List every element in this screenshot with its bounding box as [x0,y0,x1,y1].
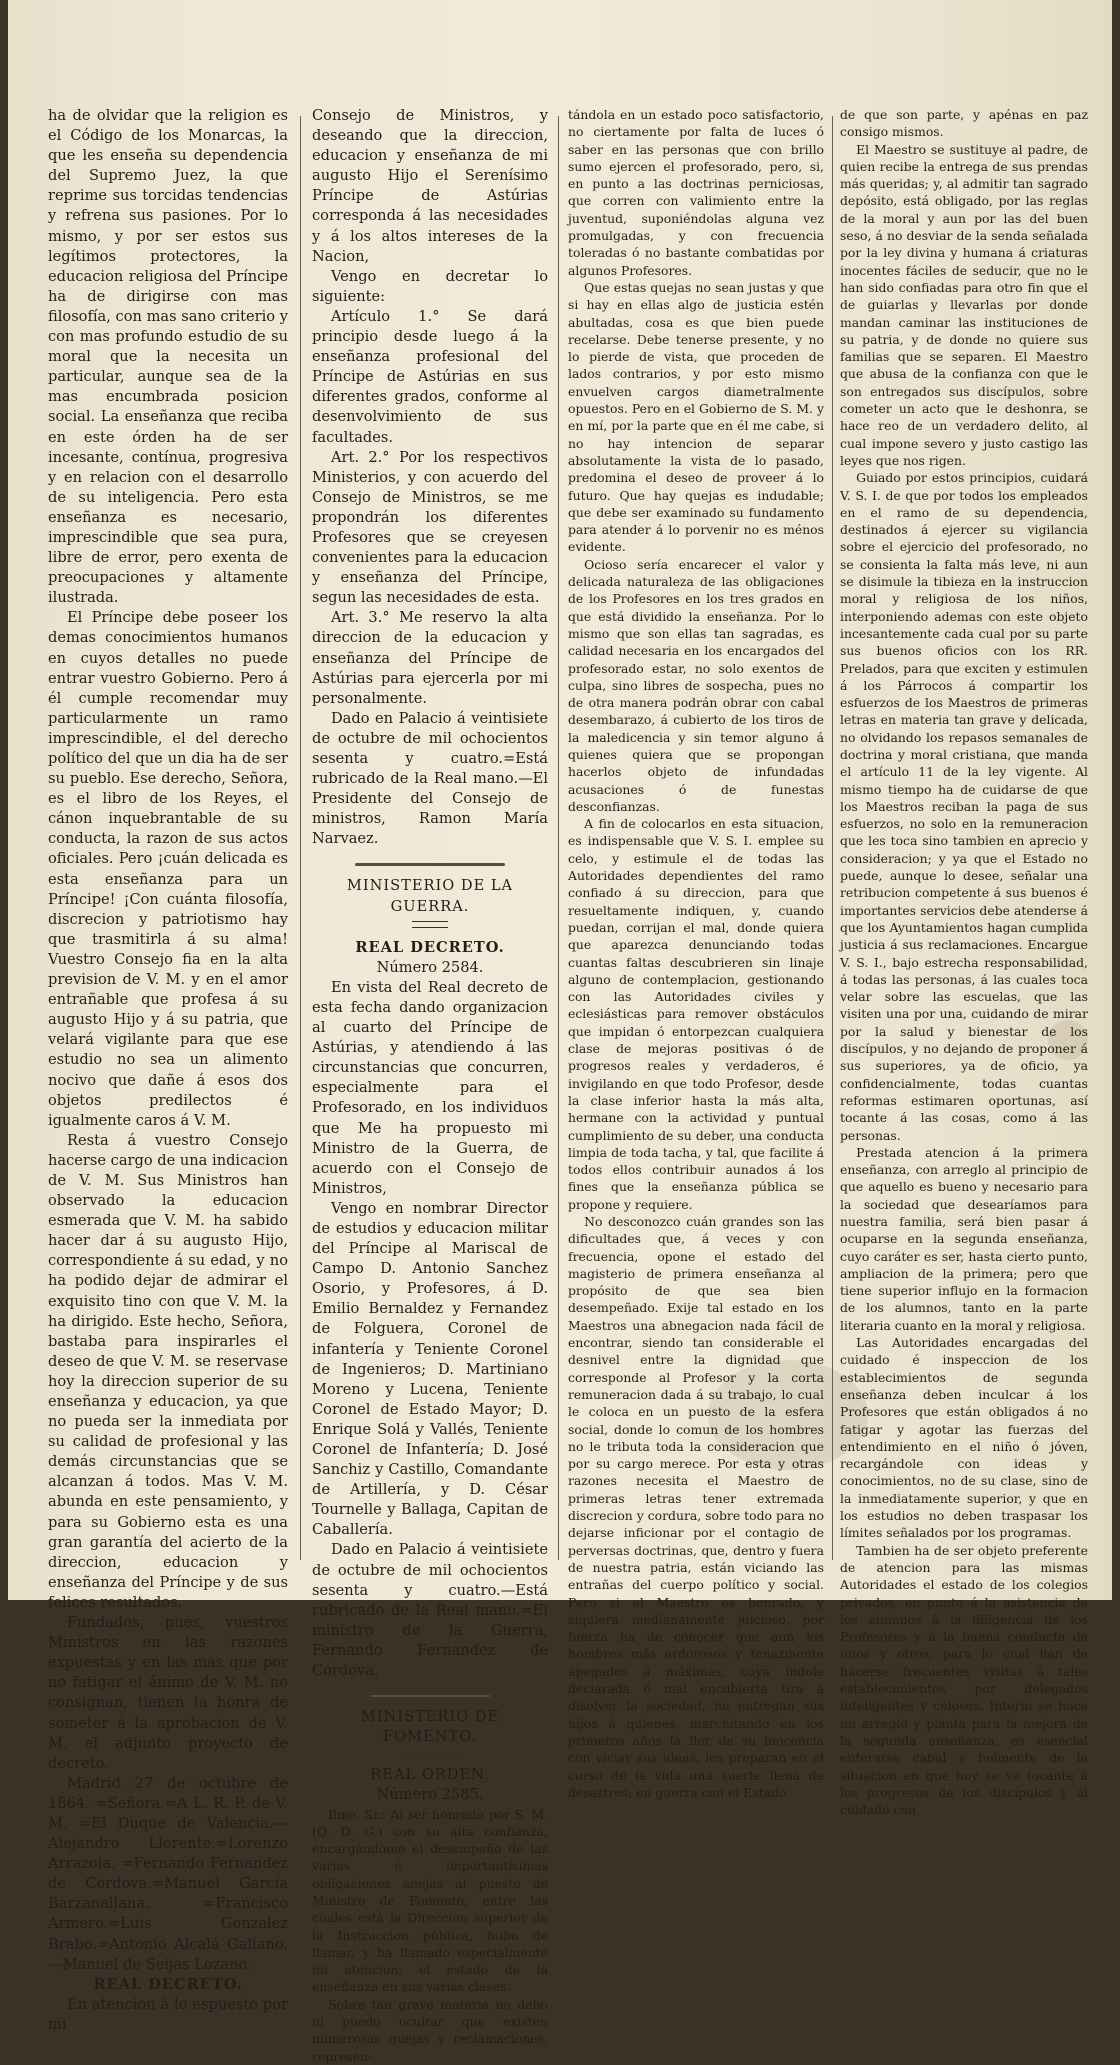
column-4 [840,106,1088,1818]
paragraph: En atencion á lo espuesto por mi [48,1995,288,2033]
newspaper-page [8,0,1112,2064]
paragraph: Consejo de Ministros, y deseando que la direccion, educacion y enseñanza de mi augusto Hijo el Serenísimo Príncipe de Astúrias corresponda á las necesidades y á los altos intereses de la Nacion, [312,107,548,265]
signature-block: Madrid 27 de octubre de 1864. =Señora.=A L. R. P. de V. M. =El Duque de Valencia.—Alejandro Llorente.=Lorenzo Arrazola. =Fernando Fernandez de Córdova.=Manuel García Barzanallana. =Francisco Armero.=Luis Gonzalez Brabo.=Antonio Alcalá Galiano.—Manuel de Seijas Lozano. [48,1774,288,1973]
double-rule [412,921,448,928]
paragraph: No desconozco cuán grandes son las dificultades que, á veces y con frecuencia, opone el estado del magisterio de primera enseñanza al propósito de que sea bien desempeñado. Exije tal estado en los Maestros una abnegacion nada fácil de encontrar, siendo tan considerable el desnivel entre la dignidad que corresponde al Profesor y la corta remuneracion dada á su trabajo, lo cual le coloca en un puesto de la esfera social, donde lo comun de los hombres no le tributa toda la consideracion que por su cargo merece. Por esta y otras razones necesita el Maestro de primeras letras tener extremada discrecion y cordura, sobre todo para no dejarse inficionar por el contagio de perversas doctrinas, que, dentro y fuera de nuestra patria, están viciando las entrañas del cuerpo político y social. Pero si el Maestro es honrado, y siquiera medianamente juicioso, por fuerza ha de conocer que aun los hombres más ardorosos y tenazmente apegados á máximas, cuya índole declarada ó mal encubierta tira á disolver la sociedad, no entregan sus hijos á quienes, marchitando en los primeros años la flor de su inocencia con viciar sus ideas, les preparan en el curso de la vida una suerte llena de desastres; en guerra con el Estado [568,1214,824,1800]
paragraph: Vengo en nombrar Director de estudios y educacion militar del Príncipe al Mariscal de Campo D. Antonio Sanchez Osorio, y Profesores, á D. Emilio Bernaldez y Fernandez de Folguera, Coronel de infantería y Teniente Coronel de Ingenieros; D. Martiniano Moreno y Lucena, Teniente Coronel de Estado Mayor; D. Enrique Solá y Vallés, Teniente Coronel de Infantería; D. José Sanchiz y Castillo, Comandante de Artillería, y D. César Tournelle y Ballaga, Capitan de Caballería. [312,1199,548,1539]
paragraph: Dado en Palacio á veintisiete de octubre de mil ochocientos sesenta y cuatro.=Está rubricado de la Real mano.—El Presidente del Consejo de ministros, Ramon María Narvaez. [312,709,548,848]
article: Art. 2.° Por los respectivos Ministerios, y con acuerdo del Consejo de Ministros, se me propondrán los diferentes Profesores que se creyesen convenientes para la educacion y enseñanza del Príncipe, segun las necesidades de esta. [312,448,548,607]
paragraph: Dado en Palacio á veintisiete de octubre de mil ochocientos sesenta y cuatro.—Está rubricado de la Real mano.=El ministro de la Guerra, Fernando Fernandez de Córdova. [312,1541,548,1680]
column-divider [558,116,559,1560]
article: Art. 3.° Me reservo la alta direccion de la educacion y enseñanza del Príncipe de Astúrias para ejercerla por mi personalmente. [312,609,548,707]
paragraph: Prestada atencion á la primera enseñanza, con arreglo al principio de que aquello es bueno y necesario para la sociedad que desearíamos para nuestra familia, será bien pasar á ocuparse en la segunda enseñanza, cuyo caráter es ser, hasta cierto punto, ampliacion de la primera; pero que tiene superior influjo en la formacion de los alumnos, tanto en la parte literaria cuanto en la moral y religiosa. [840,1144,1088,1333]
ornament-rule [355,863,505,866]
decree-number: Número 2584. [376,958,484,976]
paragraph: Ocioso sería encarecer el valor y delicada naturaleza de las obligaciones de los Profesores en los tres grados en que está dividido la enseñanza. Por lo mismo que son ellas tan sagradas, es calidad necesaria en los encargados del profesorado estar, no solo exentos de culpa, sino libres de sospecha, pues no de otra manera podrán obrar con cabal desembarazo, á cubierto de los tiros de la maledicencia y sin temor alguno á quienes quiera que se propongan hacerlos objeto de infundadas acusaciones ó de funestas desconfianzas. [568,556,824,814]
section-heading: REAL DECRETO. [93,1975,243,1993]
decree-title: REAL DECRETO. [355,938,505,956]
paragraph: Fundados, pues, vuestros Ministros en las razones expuestas y en las mas que por no fatigar el ánimo de V. M. no consignan, tienen la honra de someter á la aprobacion de V. M. el adjunto proyecto de decreto. [48,1614,288,1772]
order-title: REAL ORDEN. [370,1766,490,1784]
order-number: Número 2585. [376,1786,484,1804]
column-divider [300,116,301,1560]
column-1 [48,106,288,2033]
paragraph: ha de olvidar que la religion es el Código de los Monarcas, la que les enseña su dependencia del Supremo Juez, la que reprime sus torcidas tendencias y refrena sus pasiones. Por lo mismo, y por ser estos sus legítimos protectores, la educacion religiosa del Príncipe ha de dirigirse con mas filosofía, con mas sano criterio y con mas profundo estudio de su moral que la necesita un particular, aunque sea de la mas encumbrada posicion social. La enseñanza que reciba en este órden ha de ser incesante, contínua, progresiva y en relacion con el desarrollo de su inteligencia. Pero esta enseñanza es necesario, imprescindible que sea pura, libre de error, pero exenta de preocupaciones y altamente ilustrada. [48,107,288,607]
ministry-heading: MINISTERIO DE LA GUERRA. [346,877,514,915]
paragraph: Que estas quejas no sean justas y que si hay en ellas algo de justicia estén abultadas, cosa es que bien puede recelarse. Debe tenerse presente, y no lo pierde de vista, que proceden de lados contrarios, y por esto mismo envuelven cargos diametralmente opuestos. Pero en el Gobierno de S. M. y en mí, por la parte que en él me cabe, si no hay intencion de separar absolutamente la vista de lo pasado, predomina el deseo de proveer á lo futuro. Que hay quejas es indudable; que debe ser examinado su fundamento para atender á lo porvenir no es ménos evidente. [568,279,824,555]
paragraph: Guiado por estos principios, cuidará V. S. I. de que por todos los empleados en el ramo de su dependencia, destinados á ejercer su vigilancia sobre el ejercicio del profesorado, no se consienta la falta más leve, ni aun se disimule la tibieza en la instruccion moral y religiosa de los niños, interponiendo ademas con este objeto incesantemente cada cual por su parte sus buenos oficios con los RR. Prelados, para que exciten y estimulen á los Párrocos á compartir los esfuerzos de los Maestros de primeras letras en materia tan grave y delicada, no olvidando los repasos semanales de doctrina y moral cristiana, que manda el artículo 11 de la ley vigente. Al mismo tiempo ha de cuidarse de que los Maestros reciban la paga de sus esfuerzos, no solo en la remuneracion que les toca sino tambien en aprecio y consideracion; y ya que el Estado no puede, aunque lo desee, señalar una retribucion competente á sus buenos é importantes servicios debe atenderse á que los Ayuntamientos hagan cumplida justicia á sus reclamaciones. Encargue V. S. I., bajo estrecha responsabilidad, á todas las personas, á las cuales toca velar sobre las escuelas, que las visiten una por una, cuidando de mirar por la salud y bienestar de los discípulos, y no dejando de proponer á sus superiores, ya de oficio, ya confidencialmente, todas cuantas reformas estimaren oportunas, así tocante á las cosas, como á las personas. [840,470,1088,1143]
paragraph: El Príncipe debe poseer los demas conocimientos humanos en cuyos detalles no puede entrar vuestro Gobierno. Pero á él cumple recomendar muy particularmente un ramo imprescindible, el del derecho político del que un dia ha de ser su pueblo. Ese derecho, Señora, es el libro de los Reyes, el cánon inquebrantable de su conducta, la razon de sus actos oficiales. Pero ¡cuán delicada es esta enseñanza para un Príncipe! ¡Con cuánta filosofía, discrecion y patriotismo hay que trasmitirla á su alma! Vuestro Consejo fia en la alta prevision de V. M. y en el amor entrañable que profesa á su augusto Hijo y á su patria, que velará vigilante para que ese estudio no sea un alimento nocivo que dañe á esos dos objetos predilectos é igualmente caros á V. M. [48,609,288,1129]
paragraph: de que son parte, y apénas en paz consigo mismos. [840,107,1088,140]
column-2 [312,106,548,2064]
paragraph: tándola en un estado poco satisfactorio, no ciertamente por falta de luces ó saber en las personas que con brillo sumo ejercen el profesorado, pero, si, en punto a las doctrinas perniciosas, que corren con valimiento entre la juventud, suponiéndolas alguna vez promulgadas, y con frecuencia toleradas ó no bastante combatidas por algunos Profesores. [568,107,824,278]
column-divider [832,116,833,1560]
paragraph: Tambien ha de ser objeto preferente de atencion para las mismas Autoridades el estado de los colegios privados, en punto á la asistencia de los alumnos á la diligencia de los Profesores y á la buena conducta de unos y otros, para lo cual han de hacerse frecuentes visitas á tales establecimientos por delegados inteligentes y celosos. Interin se hace un arreglo y planta para la mejora de la segunda enseñanza, es esencial enterarse cabal y fielmente de la situacion en que hoy se ve tocante á los progresos de los discípulos y al cuidado con [840,1542,1088,1818]
paragraph: Resta á vuestro Consejo hacerse cargo de una indicacion de V. M. Sus Ministros han observado la educacion esmerada que V. M. ha sabido hacer dar á su augusto Hijo, correspondiente á su edad, y no ha podido dejar de admirar el exquisito tino con que V. M. la ha dirigido. Este hecho, Señora, bastaba para inspirarles el deseo de que V. M. se reservase hoy la direccion superior de su enseñanza y educacion, ya que no pueda ser la inmediata por su calidad de profesional y las demás circunstancias que se alcanzan á todos. Mas V. M. abunda en este pensamiento, y para su Gobierno esta es una gran garantía del acierto de la direccion, educacion y enseñanza del Príncipe y de sus felices resultados. [48,1131,288,1611]
paragraph: Las Autoridades encargadas del cuidado é inspeccion de los establecimientos de segunda enseñanza deben inculcar á los Profesores que están obligados á no fatigar y agotar las fuerzas del entendimiento en el niño ó jóven, recargándole con ideas y conocimientos, no de su clase, sino de la inmediatamente superior, y que en los estudios no deben traspasar los límites señalados por los programas. [840,1335,1088,1541]
article: Artículo 1.° Se dará principio desde luego á la enseñanza profesional del Príncipe de Astúrias en sus diferentes grados, conforme al desenvolvimiento de sus facultades. [312,307,548,446]
ministry-heading: MINISTERIO DE FOMENTO. [360,1708,500,1746]
paragraph: Ilmo. Sr.: Al ser honrado por S. M. (Q. D. G.) con su alta confianza, encargándome el desempeño de las varias é importantísimas obligaciones anejas al puesto de Ministro de Fomento, entre las cuales está la Direccion superior de la Instruccion pública, hubo de llamar, y ha llamado especialmente mi atencion, el estado de la enseñanza en sus varias clases. [312,1806,548,1995]
short-rule [400,1755,460,1757]
column-3 [568,106,824,1800]
paragraph: A fin de colocarlos en esta situacion, es indispensable que V. S. I. emplee su celo, y estimule el de todas las Autoridades dependientes del ramo confiado á su direccion, para que resueltamente indiquen, y, cuando puedan, corrijan el mal, donde quiera que aparezca denunciando todas cuantas faltas descubrieren sin linaje alguno de contemplacion, gestionando con las Autoridades civiles y eclesiásticas para remover obstáculos que impidan ó entorpezcan cualquiera clase de mejoras positivas ó de progresos reales y verdaderos, é invigilando en que todo Profesor, desde la clase inferior hasta la más alta, hermane con la actividad y puntual cumplimiento de su deber, una conducta limpia de toda tacha, y tal, que facilite á todos ellos contribuir aunados á los fines que la enseñanza pública se propone y requiere. [568,816,824,1212]
paragraph: El Maestro se sustituye al padre, de quien recibe la entrega de sus prendas más queridas; y, al admitir tan sagrado depósito, está obligado, por las reglas de la moral y aun por las del buen seso, á no desviar de la senda señalada por la ley divina y humana á criaturas inocentes fáciles de seducir, que no le han sido confiadas para otro fin que el de guiarlas y llevarlas por donde mandan caminar las instituciones de su patria, y de donde no quiere sus familias que se separen. El Maestro que abusa de la confianza con que le son entregados sus discípulos, sobre cometer un acto que le deshonra, se hace reo de un verdadero delito, al cual impone severo y justo castigo las leyes que nos rigen. [840,141,1088,468]
ornament-rule [370,1695,490,1697]
paragraph: Sobre tan grave materia no debo ni puedo ocultar que existen numerosas quejas y reclamaciones, represen- [312,1996,548,2064]
paragraph: Vengo en decretar lo siguiente: [312,267,548,305]
paragraph: En vista del Real decreto de esta fecha dando organizacion al cuarto del Príncipe de Astúrias, y atendiendo á las circunstancias que concurren, especialmente para el Profesorado, en los individuos que Me ha propuesto mi Ministro de la Guerra, de acuerdo con el Consejo de Ministros, [312,978,548,1197]
